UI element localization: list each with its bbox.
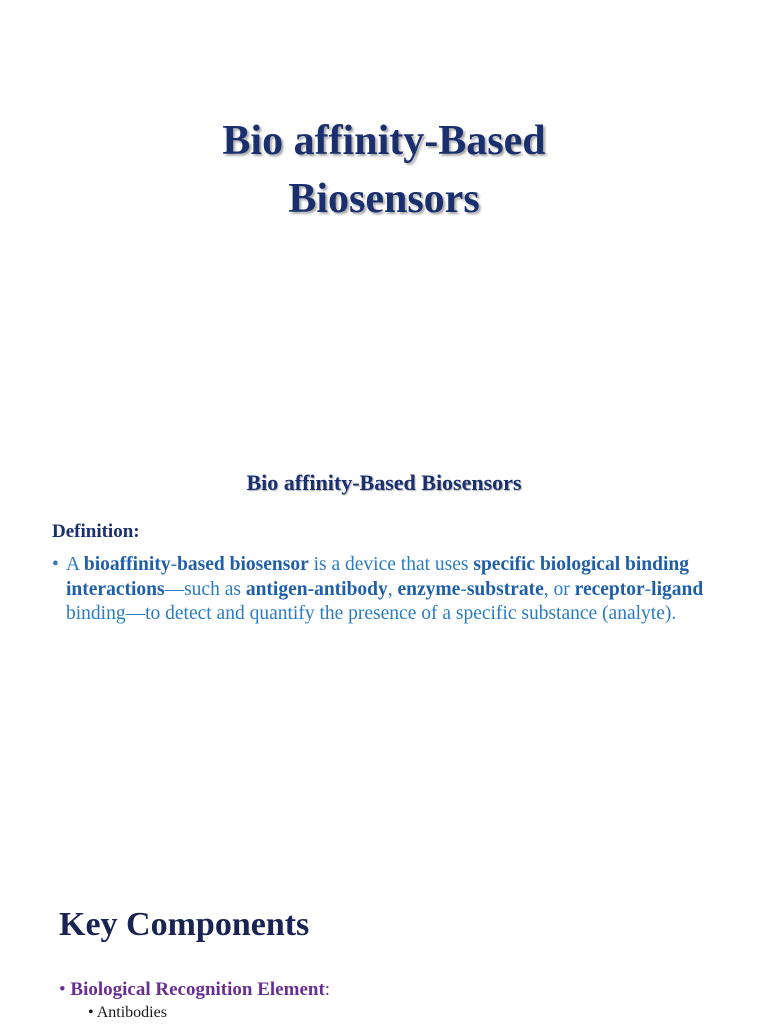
definition-term: antigen-antibody [245,578,388,600]
definition-term: ligand [651,578,704,600]
definition-run: —such as [164,578,246,600]
component-label: Biological Recognition Element [70,979,325,1000]
definition-bullet-item [52,553,712,627]
bullet-icon: • [88,1004,94,1021]
definition-run: - [170,554,178,575]
definition-text [66,553,712,627]
definition-run: binding—to detect and quantify the presence of a specific substance (analyte). [66,603,677,624]
definition-run: , [387,578,398,600]
key-components-heading: Key Components [59,906,310,943]
definition-term: based biosensor [177,554,309,575]
sub-item-label: Antibodies [96,1004,167,1021]
definition-body [52,553,712,627]
definition-run: , or [543,578,575,600]
section-heading: Bio affinity-Based Biosensors [246,470,522,495]
definition-run: - [460,578,467,600]
definition-run: A [66,554,84,575]
sub-item-antibodies [88,1004,167,1022]
definition-run: is a device that uses [308,554,474,575]
bullet-icon: • [59,979,66,1000]
slide-title-line-2: Biosensors [288,176,480,222]
definition-label: Definition: [52,521,140,542]
component-suffix: : [324,979,331,1000]
bullet-icon: • [52,554,59,575]
definition-term: substrate [466,578,544,600]
slide-title [0,112,768,228]
definition-run: - [644,578,652,600]
definition-term: bioaffinity [83,554,171,575]
definition-term: specific biological binding interactions [66,554,689,600]
definition-term: enzyme [397,578,461,600]
component-item [59,979,330,1001]
definition-term: receptor [574,578,645,600]
slide-title-line-1: Bio affinity-Based [222,118,546,164]
